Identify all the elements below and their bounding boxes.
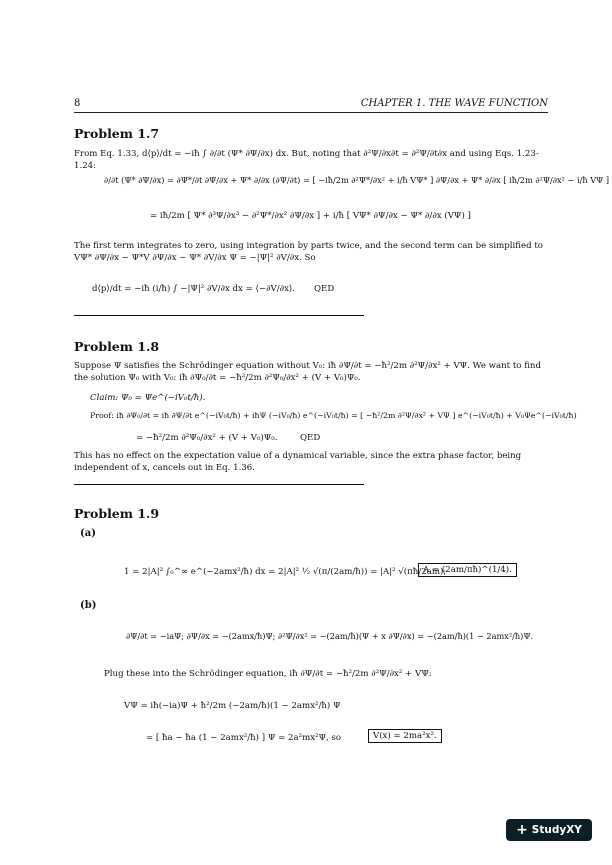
problem-text: Suppose Ψ satisfies the Schrödinger equation without V₀: iħ ∂Ψ/∂t = −ħ²/2m ∂²Ψ/∂x² + VΨ. We want to find the solution Ψ₀ with V₀: iħ ∂Ψ₀/∂t = −ħ²/2m ∂²Ψ₀/∂x² + (V + V₀)Ψ₀. [74,361,541,383]
equation: ∂/∂t (Ψ* ∂Ψ/∂x) = ∂Ψ*/∂t ∂Ψ/∂x + Ψ* ∂/∂x (∂Ψ/∂t) = [ −iħ/2m ∂²Ψ*/∂x² + i/ħ VΨ* ] ∂Ψ/∂x + Ψ* ∂/∂x [ iħ/2m ∂²Ψ/∂x² − i/ħ VΨ ] [104,175,610,185]
claim-line: Claim: Ψ₀ = Ψe^(−iV₀t/ħ). [90,393,206,403]
plus-icon: + [516,822,528,838]
qed-mark: QED [300,433,321,443]
boxed-result: V(x) = 2ma²x². [368,730,442,742]
problem-title: Problem 1.7 [74,126,160,141]
equation: Proof: iħ ∂Ψ₀/∂t = iħ ∂Ψ/∂t e^(−iV₀t/ħ) + iħΨ (−iV₀/ħ) e^(−iV₀t/ħ) = [ −ħ²/2m ∂²Ψ/∂x² + VΨ ] e^(−iV₀t/ħ) + V₀Ψe^(−iV₀t/ħ) [90,411,577,420]
equation: 1 = 2|A|² ∫₀^∞ e^(−2amx²/ħ) dx = 2|A|² ½ √(π/(2am/ħ)) = |A|² √(πħ/2am); [124,567,447,577]
part-label: (b) [80,600,97,611]
problem-text: From Eq. 1.33, d⟨p⟩/dt = −iħ ∫ ∂/∂t (Ψ* ∂Ψ/∂x) dx. But, noting that ∂²Ψ/∂x∂t = ∂²Ψ/∂t∂x and using Eqs. 1.23-1.24: [74,149,539,171]
logo-text: StudyXY [531,824,582,836]
section-divider [74,484,364,485]
equation: = [ ħa − ħa (1 − 2amx²/ħ) ] Ψ = 2a²mx²Ψ, so [146,733,342,743]
equation: VΨ = iħ(−ia)Ψ + ħ²/2m (−2am/ħ)(1 − 2amx²/ħ) Ψ [124,701,341,711]
section-divider [74,315,364,316]
header-rule [74,112,548,113]
chapter-heading: CHAPTER 1. THE WAVE FUNCTION [360,98,548,109]
equation: ∂Ψ/∂t = −iaΨ; ∂Ψ/∂x = −(2amx/ħ)Ψ; ∂²Ψ/∂x² = −(2am/ħ)(Ψ + x ∂Ψ/∂x) = −(2am/ħ)(1 − 2amx²/ħ)Ψ. [126,631,534,641]
problem-text: Plug these into the Schrödinger equation, iħ ∂Ψ/∂t = −ħ²/2m ∂²Ψ/∂x² + VΨ: [104,669,432,679]
qed-mark: QED [314,284,335,294]
problem-text: This has no effect on the expectation value of a dynamical variable, since the extra phase factor, being independent of x, cancels out in Eq. 1.36. [74,451,522,473]
problem-title: Problem 1.9 [74,506,160,521]
equation: = −ħ²/2m ∂²Ψ₀/∂x² + (V + V₀)Ψ₀. [136,433,278,443]
page-number: 8 [74,98,81,109]
equation: = iħ/2m [ Ψ* ∂³Ψ/∂x³ − ∂²Ψ*/∂x² ∂Ψ/∂x ] + i/ħ [ VΨ* ∂Ψ/∂x − Ψ* ∂/∂x (VΨ) ] [150,211,471,221]
equation: d⟨p⟩/dt = −iħ (i/ħ) ∫ −|Ψ|² ∂V/∂x dx = ⟨−∂V/∂x⟩. [92,284,296,294]
problem-text: The first term integrates to zero, using integration by parts twice, and the second term can be simplified to VΨ* ∂Ψ/∂x − Ψ*V ∂Ψ/∂x − Ψ* ∂V/∂x Ψ = −|Ψ|² ∂V/∂x. So [74,241,543,263]
boxed-result: A = (2am/πħ)^(1/4). [418,564,517,576]
studyxy-logo [506,819,592,841]
problem-title: Problem 1.8 [74,339,160,354]
part-label: (a) [80,528,96,539]
